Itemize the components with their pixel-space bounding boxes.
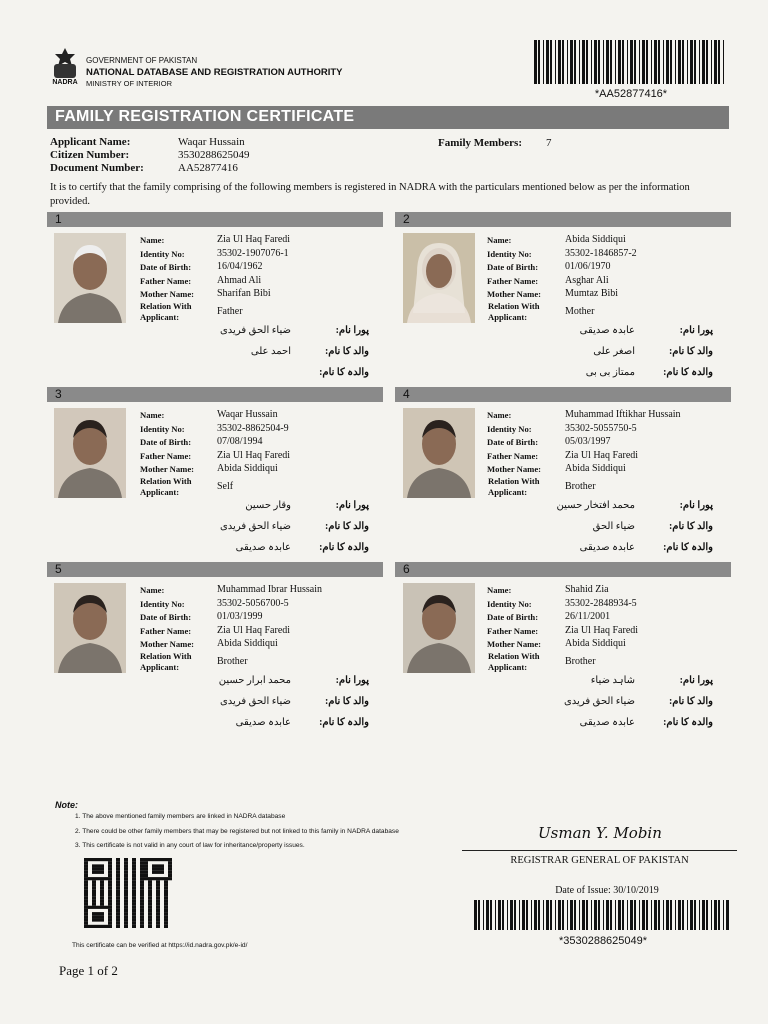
member-number: 5 [55,562,62,576]
barcode-bar [519,900,520,930]
family-members-label: Family Members: [438,137,522,149]
barcode-bar [618,40,621,84]
label-identity: Identity No: [487,598,532,609]
barcode-bar [642,900,645,930]
value-identity: 35302-5055750-5 [565,422,637,434]
member-photo [403,233,475,323]
barcode-bar [594,900,597,930]
note-item-3: 3. This certificate is not valid in any court of law for inheritance/property issues. [75,842,305,849]
barcode-bar [567,900,568,930]
member-number-bar [47,562,383,577]
label-name: Name: [140,410,165,420]
barcode-bar [570,900,573,930]
member-card-4 [395,387,731,562]
barcode-bar [630,40,633,84]
value-mother: Sharifan Bibi [217,288,271,299]
label-identity: Identity No: [487,248,532,259]
barcode-bar [639,900,640,930]
member-number: 6 [403,562,410,576]
value-dob: 26/11/2001 [565,611,611,622]
member-number-bar [47,387,383,402]
barcode-bar [658,40,660,84]
label-name: Name: [140,235,165,245]
value-name: Muhammad Ibrar Hussain [217,584,322,595]
value-father: Asghar Ali [565,274,609,286]
value-relation: Brother [217,656,248,667]
barcode-bar [699,40,700,84]
barcode-bar [526,900,528,930]
barcode-bar [690,900,693,930]
urdu_name-value: محمد افتخار حسین [556,500,635,511]
label-relation [140,476,192,498]
urdu_name-label: پورا نام: [679,325,713,336]
barcode-bar [622,900,624,930]
member-number-bar [395,387,731,402]
label-father: Father Name: [487,625,539,636]
barcode-bar [694,40,696,84]
label-identity: Identity No: [140,598,185,609]
label-relation-line2: Applicant: [140,487,180,497]
barcode-bar [507,900,508,930]
barcode-bar [675,900,676,930]
barcode-bar [598,40,600,84]
barcode-bar [514,900,516,930]
barcode-bar [478,900,480,930]
barcode-bar [586,900,588,930]
barcode-bar [618,900,621,930]
urdu_father-label: والد کا نام: [668,346,713,357]
urdu_father-value: ضیاء الحق فریدی [219,696,291,707]
label-dob: Date of Birth: [140,262,192,272]
urdu_father-label: والد کا نام: [668,521,713,532]
label-dob: Date of Birth: [487,612,539,622]
barcode-bar [663,900,664,930]
label-mother: Mother Name: [487,639,542,649]
value-father: Ahmad Ali [217,274,262,286]
barcode-bar [558,900,561,930]
barcode-bar [723,40,724,84]
urdu_father-label: والد کا نام: [324,696,369,707]
barcode-bar [634,40,636,84]
label-father: Father Name: [487,450,539,461]
urdu_name-value: محمد ابرار حسین [218,675,291,686]
barcode-bar [666,900,669,930]
barcode-bar [678,40,681,84]
label-identity: Identity No: [140,248,185,259]
barcode-bar [534,40,537,84]
value-identity: 35302-5056700-5 [217,597,289,609]
barcode-bar [591,40,592,84]
barcode-bar [555,40,556,84]
value-identity: 35302-1907076-1 [217,247,289,259]
label-mother: Mother Name: [140,464,195,474]
label-relation-line1: Relation With [488,651,540,661]
registrar-title: REGISTRAR GENERAL OF PAKISTAN [510,855,689,866]
value-dob: 01/06/1970 [565,261,611,272]
value-relation: Brother [565,656,596,667]
document-number-label: Document Number: [50,162,144,174]
urdu_father-value: ضیاء الحق فریدی [563,696,635,707]
barcode-bar [534,900,537,930]
barcode-bar [711,40,712,84]
barcode-bar [678,900,681,930]
label-relation [488,651,540,673]
label-mother: Mother Name: [140,639,195,649]
barcode-bar [586,40,588,84]
member-photo [403,408,475,498]
value-dob: 16/04/1962 [217,261,263,272]
barcode-bar [610,900,612,930]
member-number-bar [47,212,383,227]
note-item-1: 1. The above mentioned family members are linked in NADRA database [75,813,286,820]
urdu_mother-label: والدہ کا نام: [663,717,713,728]
barcode-bar [591,900,592,930]
urdu_name-value: وقار حسین [245,500,291,511]
member-number-bar [395,562,731,577]
barcode-bar [579,900,580,930]
urdu_name-value: عابدہ صدیقی [579,325,635,336]
urdu_name-label: پورا نام: [679,500,713,511]
barcode-bar [702,900,705,930]
member-number: 3 [55,387,62,401]
date-of-issue: Date of Issue: 30/10/2019 [555,885,659,896]
label-father: Father Name: [140,625,192,636]
barcode-bar [622,40,624,84]
registrar-signature: Usman Y. Mobin [538,824,662,842]
barcode-bar [699,900,700,930]
member-number: 2 [403,212,410,226]
certificate-title-bar [47,106,729,129]
label-dob: Date of Birth: [140,437,192,447]
member-card-3 [47,387,383,562]
barcode-bar [706,40,708,84]
urdu_mother-value: عابدہ صدیقی [579,542,635,553]
label-relation-line1: Relation With [140,651,192,661]
barcode-bar [687,40,688,84]
verify-text: This certificate can be verified at https://id.nadra.gov.pk/e-id/ [72,942,248,949]
label-relation-line2: Applicant: [140,312,180,322]
barcode-bar [486,900,489,930]
barcode-bar [634,900,636,930]
citizen-barcode [474,900,732,930]
value-mother: Mumtaz Bibi [565,288,619,299]
barcode-bar [627,40,628,84]
page-number: Page 1 of 2 [59,963,118,978]
label-relation-line2: Applicant: [140,662,180,672]
barcode-bar [546,900,549,930]
barcode-bar [550,40,552,84]
label-name: Name: [487,235,512,245]
value-relation: Father [217,306,243,317]
member-card-6 [395,562,731,737]
barcode-bar [682,900,684,930]
barcode-bar [639,40,640,84]
value-dob: 01/03/1999 [217,611,263,622]
barcode-bar [702,40,705,84]
barcode-bar [543,900,544,930]
barcode-bar [651,900,652,930]
certificate-title: FAMILY REGISTRATION CERTIFICATE [55,108,355,125]
barcode-bar [555,900,556,930]
label-relation-line2: Applicant: [488,662,528,672]
barcode-bar [675,40,676,84]
label-name: Name: [487,410,512,420]
barcode-bar [510,900,513,930]
barcode-bar [538,900,540,930]
barcode-bar [483,900,484,930]
member-card-1 [47,212,383,387]
urdu_mother-value: عابدہ صدیقی [235,542,291,553]
label-father: Father Name: [487,275,539,286]
barcode-bar [726,900,729,930]
barcode-bar [546,40,549,84]
label-relation-line1: Relation With [488,476,540,486]
label-mother: Mother Name: [487,464,542,474]
barcode-bar [543,40,544,84]
barcode-bar [714,40,717,84]
urdu_name-label: پورا نام: [679,675,713,686]
barcode-bar [490,900,492,930]
label-relation [140,651,192,673]
barcode-bar [606,900,609,930]
urdu_name-label: پورا نام: [335,500,369,511]
barcode-bar [538,40,540,84]
member-number-bar [395,212,731,227]
value-name: Shahid Zia [565,584,609,595]
member-card-2 [395,212,731,387]
barcode-bar [610,40,612,84]
urdu_mother-label: والدہ کا نام: [319,717,369,728]
label-identity: Identity No: [140,423,185,434]
barcode-bar [642,40,645,84]
barcode-bar [562,40,564,84]
barcode-bar [579,40,580,84]
citizen-barcode-text: *3530288625049* [558,935,648,947]
barcode-bar [558,40,561,84]
document-number: AA52877416 [178,162,238,174]
barcode-bar [694,900,696,930]
barcode-bar [531,900,532,930]
verification-qr-code [84,858,172,928]
nadra-logo [50,46,80,90]
value-relation: Mother [565,306,595,317]
barcode-bar [690,40,693,84]
barcode-bar [714,900,717,930]
barcode-bar [598,900,600,930]
value-father: Zia Ul Haq Faredi [565,449,639,461]
value-father: Zia Ul Haq Faredi [217,449,291,461]
value-identity: 35302-1846857-2 [565,247,637,259]
member-number: 4 [403,387,410,401]
label-dob: Date of Birth: [140,612,192,622]
org-line-1: GOVERNMENT OF PAKISTAN [86,56,198,65]
label-relation-line2: Applicant: [488,312,528,322]
barcode-bar [498,900,501,930]
label-name: Name: [487,585,512,595]
member-card-5 [47,562,383,737]
barcode-bar [615,900,616,930]
barcode-bar [670,900,672,930]
barcode-bar [651,40,652,84]
applicant-name-label: Applicant Name: [50,136,131,148]
urdu_father-value: اصغر علی [593,346,635,357]
label-identity: Identity No: [487,423,532,434]
label-father: Father Name: [140,450,192,461]
value-identity: 35302-8862504-9 [217,422,289,434]
urdu_name-label: پورا نام: [335,325,369,336]
barcode-bar [718,900,720,930]
document-barcode [534,40,728,84]
label-name: Name: [140,585,165,595]
label-relation [488,476,540,498]
barcode-bar [615,40,616,84]
barcode-bar [562,900,564,930]
urdu_father-label: والد کا نام: [324,346,369,357]
label-father: Father Name: [140,275,192,286]
urdu_father-value: احمد علی [250,346,291,357]
urdu_mother-label: والدہ کا نام: [319,542,369,553]
family-members-count: 7 [546,137,552,149]
urdu_father-value: ضیاء الحق فریدی [219,521,291,532]
barcode-bar [594,40,597,84]
barcode-bar [666,40,669,84]
barcode-bar [627,900,628,930]
value-mother: Abida Siddiqui [565,463,626,474]
org-line-3: MINISTRY OF INTERIOR [86,79,172,88]
value-name: Muhammad Iftikhar Hussain [565,409,681,420]
urdu_father-label: والد کا نام: [324,521,369,532]
citizen-number: 3530288625049 [178,149,250,161]
barcode-bar [603,900,604,930]
barcode-bar [567,40,568,84]
barcode-bar [606,40,609,84]
value-mother: Abida Siddiqui [217,463,278,474]
value-name: Waqar Hussain [217,409,278,420]
barcode-bar [582,40,585,84]
urdu_name-value: ضیاء الحق فریدی [219,325,291,336]
member-photo [54,233,126,323]
label-dob: Date of Birth: [487,262,539,272]
value-dob: 05/03/1997 [565,436,611,447]
value-relation: Self [217,481,234,492]
urdu_mother-label: والدہ کا نام: [663,542,713,553]
urdu_mother-value: ممتاز بی بی [585,367,635,378]
label-relation-line1: Relation With [488,301,540,311]
citizen-number-label: Citizen Number: [50,149,130,161]
label-relation-line1: Relation With [140,301,192,311]
applicant-name: Waqar Hussain [178,136,245,148]
barcode-bar [711,900,712,930]
barcode-bar [663,40,664,84]
barcode-bar [474,900,477,930]
barcode-bar [718,40,720,84]
barcode-bar [723,900,724,930]
urdu_mother-value: عابدہ صدیقی [235,717,291,728]
value-name: Abida Siddiqui [565,234,626,245]
note-heading: Note: [55,800,78,810]
value-identity: 35302-2848934-5 [565,597,637,609]
barcode-bar [646,900,648,930]
barcode-bar [603,40,604,84]
barcode-bar [574,900,576,930]
barcode-bar [582,900,585,930]
urdu_name-value: شاہد ضیاء [590,675,635,686]
barcode-bar [570,40,573,84]
barcode-bar [495,900,496,930]
barcode-bar [646,40,648,84]
barcode-bar [654,40,657,84]
label-dob: Date of Birth: [487,437,539,447]
barcode-bar [658,900,660,930]
value-father: Zia Ul Haq Faredi [217,624,291,636]
urdu_mother-value: عابدہ صدیقی [579,717,635,728]
logo-text: NADRA [52,79,78,86]
signature-line [462,850,737,851]
barcode-bar [654,900,657,930]
barcode-bar [630,900,633,930]
label-relation [488,301,540,323]
barcode-bar [706,900,708,930]
label-mother: Mother Name: [140,289,195,299]
urdu_mother-label: والدہ کا نام: [663,367,713,378]
urdu_mother-label: والدہ کا نام: [319,367,369,378]
value-father: Zia Ul Haq Faredi [565,624,639,636]
member-photo [54,583,126,673]
barcode-bar [682,40,684,84]
barcode-bar [522,900,525,930]
label-relation [140,301,192,323]
urdu_father-label: والد کا نام: [668,696,713,707]
org-line-2: NATIONAL DATABASE AND REGISTRATION AUTHORITY [86,67,343,78]
urdu_father-value: ضیاء الحق [592,521,635,532]
label-mother: Mother Name: [487,289,542,299]
value-mother: Abida Siddiqui [565,638,626,649]
value-name: Zia Ul Haq Faredi [217,234,291,245]
urdu_name-label: پورا نام: [335,675,369,686]
label-relation-line2: Applicant: [488,487,528,497]
member-photo [403,583,475,673]
label-relation-line1: Relation With [140,476,192,486]
barcode-bar [502,900,504,930]
value-dob: 07/08/1994 [217,436,263,447]
document-barcode-text: *AA52877416* [594,88,668,100]
barcode-bar [670,40,672,84]
member-photo [54,408,126,498]
value-mother: Abida Siddiqui [217,638,278,649]
intro-text: It is to certify that the family comprising of the following members is registered in NADRA with the particulars mentioned below as per the information provided. [50,182,690,207]
barcode-bar [687,900,688,930]
barcode-bar [550,900,552,930]
note-item-2: 2. There could be other family members that may be registered but not linked to this family in NADRA database [75,828,399,835]
member-number: 1 [55,212,62,226]
barcode-bar [574,40,576,84]
value-relation: Brother [565,481,596,492]
